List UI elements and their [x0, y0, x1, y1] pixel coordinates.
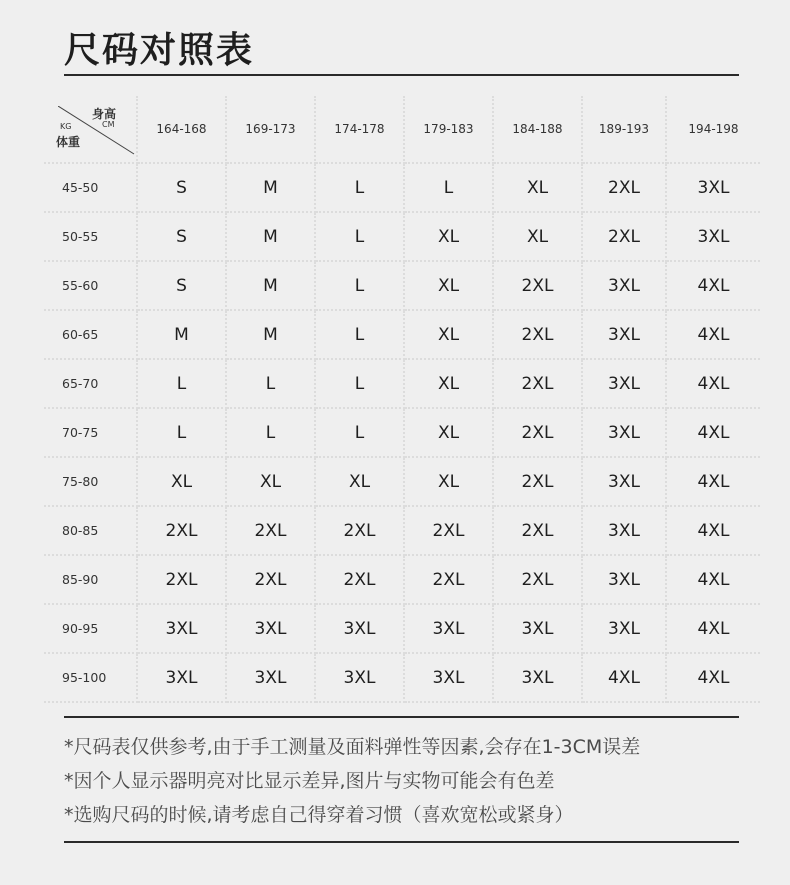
- size-cell: 3XL: [582, 310, 666, 359]
- size-cell: 4XL: [666, 261, 760, 310]
- size-cell: XL: [226, 457, 315, 506]
- size-cell: L: [404, 163, 493, 212]
- table-row: [44, 506, 760, 555]
- size-cell: L: [137, 359, 226, 408]
- size-cell: 2XL: [137, 555, 226, 604]
- size-cell: 3XL: [404, 653, 493, 702]
- size-cell: M: [226, 212, 315, 261]
- weight-range-cell: 95-100: [44, 653, 137, 702]
- size-cell: 4XL: [666, 653, 760, 702]
- size-cell: 2XL: [315, 506, 404, 555]
- size-cell: XL: [404, 212, 493, 261]
- size-cell: 2XL: [493, 555, 582, 604]
- weight-range-cell: 60-65: [44, 310, 137, 359]
- size-cell: S: [137, 212, 226, 261]
- height-header: 169-173: [226, 96, 315, 163]
- size-cell: 2XL: [493, 310, 582, 359]
- note-line: *选购尺码的时候,请考虑自己得穿着习惯（喜欢宽松或紧身）: [64, 804, 574, 826]
- size-cell: 2XL: [404, 555, 493, 604]
- weight-label: 体重: [56, 135, 81, 149]
- height-header: 174-178: [315, 96, 404, 163]
- size-cell: XL: [404, 359, 493, 408]
- weight-range-cell: 50-55: [44, 212, 137, 261]
- size-cell: XL: [315, 457, 404, 506]
- size-cell: XL: [404, 310, 493, 359]
- size-cell: 2XL: [582, 163, 666, 212]
- weight-range-cell: 45-50: [44, 163, 137, 212]
- table-row: [44, 261, 760, 310]
- weight-unit: KG: [60, 122, 72, 131]
- size-cell: XL: [404, 408, 493, 457]
- size-cell: 2XL: [404, 506, 493, 555]
- table-row: [44, 359, 760, 408]
- size-cell: XL: [493, 212, 582, 261]
- size-cell: 3XL: [582, 604, 666, 653]
- size-cell: 3XL: [493, 604, 582, 653]
- weight-range-cell: 80-85: [44, 506, 137, 555]
- note-line: *因个人显示器明亮对比显示差异,图片与实物可能会有色差: [64, 770, 555, 792]
- size-cell: L: [315, 261, 404, 310]
- size-cell: 2XL: [493, 506, 582, 555]
- size-cell: 4XL: [666, 408, 760, 457]
- size-cell: 4XL: [666, 310, 760, 359]
- size-cell: 2XL: [226, 506, 315, 555]
- size-cell: 4XL: [666, 555, 760, 604]
- height-header: 184-188: [493, 96, 582, 163]
- table-row: [44, 555, 760, 604]
- weight-range-cell: 65-70: [44, 359, 137, 408]
- size-cell: L: [226, 408, 315, 457]
- weight-range-cell: 55-60: [44, 261, 137, 310]
- size-cell: L: [315, 310, 404, 359]
- size-cell: 3XL: [582, 408, 666, 457]
- height-header: 179-183: [404, 96, 493, 163]
- height-header: 194-198: [666, 96, 760, 163]
- size-cell: L: [137, 408, 226, 457]
- size-cell: 2XL: [226, 555, 315, 604]
- table-row: [44, 457, 760, 506]
- size-cell: 2XL: [493, 457, 582, 506]
- size-cell: 3XL: [404, 604, 493, 653]
- height-header: 189-193: [582, 96, 666, 163]
- table-row: [44, 604, 760, 653]
- corner-header-cell: [44, 96, 137, 163]
- weight-range-cell: 70-75: [44, 408, 137, 457]
- size-cell: 2XL: [493, 261, 582, 310]
- size-cell: 3XL: [315, 604, 404, 653]
- size-cell: XL: [404, 457, 493, 506]
- size-cell: 3XL: [226, 604, 315, 653]
- size-cell: 4XL: [582, 653, 666, 702]
- size-cell: 4XL: [666, 506, 760, 555]
- header-row: [44, 96, 760, 163]
- size-cell: 3XL: [493, 653, 582, 702]
- size-cell: S: [137, 261, 226, 310]
- weight-range-cell: 90-95: [44, 604, 137, 653]
- size-cell: XL: [404, 261, 493, 310]
- size-cell: 3XL: [226, 653, 315, 702]
- size-cell: 3XL: [582, 359, 666, 408]
- size-cell: L: [315, 408, 404, 457]
- size-cell: M: [226, 310, 315, 359]
- notes-bottom-divider: [64, 841, 739, 843]
- weight-range-cell: 85-90: [44, 555, 137, 604]
- size-cell: L: [315, 163, 404, 212]
- size-cell: S: [137, 163, 226, 212]
- weight-range-cell: 75-80: [44, 457, 137, 506]
- size-cell: M: [226, 163, 315, 212]
- size-cell: L: [315, 359, 404, 408]
- size-cell: 3XL: [582, 457, 666, 506]
- size-cell: 3XL: [137, 653, 226, 702]
- table-row: [44, 163, 760, 212]
- size-cell: XL: [137, 457, 226, 506]
- size-cell: 3XL: [582, 261, 666, 310]
- note-line: *尺码表仅供参考,由于手工测量及面料弹性等因素,会存在1-3CM误差: [64, 736, 641, 758]
- size-chart-table: [44, 96, 760, 703]
- size-cell: 3XL: [582, 555, 666, 604]
- page-title: 尺码对照表: [64, 30, 255, 71]
- title-divider: [64, 74, 739, 76]
- size-cell: 2XL: [582, 212, 666, 261]
- size-cell: XL: [493, 163, 582, 212]
- size-cell: 3XL: [582, 506, 666, 555]
- size-cell: M: [137, 310, 226, 359]
- size-cell: 3XL: [315, 653, 404, 702]
- height-header: 164-168: [137, 96, 226, 163]
- size-cell: 4XL: [666, 604, 760, 653]
- size-cell: 3XL: [666, 212, 760, 261]
- size-cell: 3XL: [666, 163, 760, 212]
- size-cell: M: [226, 261, 315, 310]
- table-row: [44, 408, 760, 457]
- table-row: [44, 653, 760, 702]
- size-cell: 3XL: [137, 604, 226, 653]
- table-row: [44, 310, 760, 359]
- size-cell: L: [315, 212, 404, 261]
- size-cell: 2XL: [137, 506, 226, 555]
- size-cell: 2XL: [315, 555, 404, 604]
- size-cell: 4XL: [666, 359, 760, 408]
- size-cell: 4XL: [666, 457, 760, 506]
- notes-block: [64, 730, 640, 832]
- height-label: 身高: [92, 107, 117, 121]
- table-row: [44, 212, 760, 261]
- size-cell: L: [226, 359, 315, 408]
- notes-top-divider: [64, 716, 739, 718]
- size-cell: 2XL: [493, 359, 582, 408]
- height-unit: CM: [102, 120, 115, 129]
- size-cell: 2XL: [493, 408, 582, 457]
